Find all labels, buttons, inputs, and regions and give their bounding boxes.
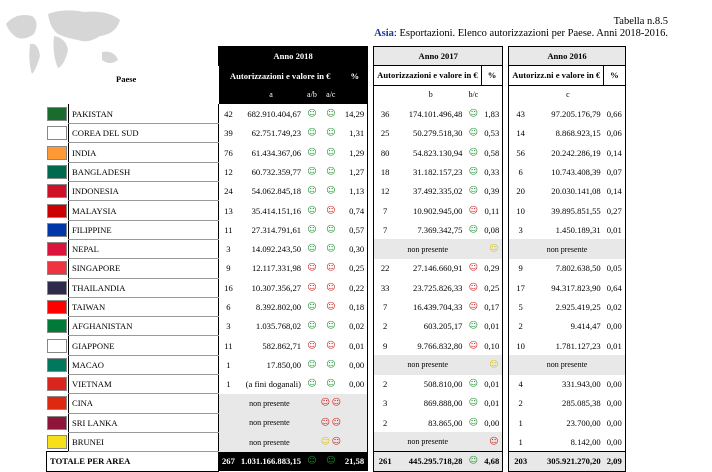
value-2018: 582.862,71 (262, 340, 302, 351)
flag-icon (47, 336, 69, 355)
indicator-icon: ☺ (326, 263, 336, 274)
pct-2017: 0,01 (481, 317, 503, 336)
auth-count-2017: 33 (374, 278, 396, 297)
pct-2017: 1,83 (481, 104, 503, 123)
pct-header-2017: % (481, 66, 503, 85)
auth-count-2018: 6 (219, 297, 238, 316)
pct-2018: 1,13 (342, 182, 368, 201)
table-row (47, 355, 626, 374)
indicator-icon: ☺ (307, 302, 317, 312)
auth-count-2017: 36 (374, 104, 396, 123)
table-row (47, 336, 626, 355)
country-name: GIAPPONE (69, 336, 219, 355)
auth-count-2017: 22 (374, 259, 396, 278)
value-2017: 37.492.335,02 (413, 186, 463, 197)
auth-count-2016: 3 (509, 220, 532, 239)
year-2016-header: Anno 2016 (509, 47, 625, 66)
total-count-2016: 203 (509, 452, 532, 471)
table-row (47, 239, 626, 258)
indicator-icon: ☺ (331, 437, 342, 448)
indicator-icon: ☺ (307, 109, 317, 120)
total-value-2016: 305.921.270,20 (532, 452, 604, 471)
indicator-icon: ☺ (326, 224, 336, 235)
pct-2018: 0,02 (342, 317, 368, 336)
flag-icon (47, 104, 69, 123)
indicator-icon: ☺ (326, 302, 336, 312)
value-2016: 285.085,38 (562, 398, 601, 409)
pct-2016: 0,01 (604, 336, 626, 355)
value-2016: 9.414,47 (570, 321, 601, 332)
pct-2016: 0,00 (604, 375, 626, 394)
auth-count-2017: 7 (374, 297, 396, 316)
pct-2016: 0,05 (604, 259, 626, 278)
value-2017: 27.146.660,91 (413, 263, 463, 274)
auth-count-2017: 18 (374, 162, 396, 181)
flag-icon (47, 394, 69, 413)
indicator-icon: ☺ (307, 224, 317, 235)
indicator-icon: ☺ (307, 166, 317, 177)
indicator-icon: ☺ (307, 321, 317, 332)
country-name: SRI LANKA (69, 413, 219, 432)
indicator-icon: ☺ (326, 186, 336, 197)
indicator-icon: ☺ (307, 340, 317, 351)
auth-count-2016: 1 (509, 432, 532, 451)
auth-count-2016: 56 (509, 143, 532, 162)
value-2016: 1.781.127,23 (555, 340, 601, 351)
year-header-row (47, 47, 626, 66)
indicator-icon: ☺ (331, 417, 342, 428)
indicator-icon: ☺ (326, 244, 336, 255)
table-row (47, 220, 626, 239)
auth-count-2016: 17 (509, 278, 532, 297)
indicator-icon: ☺ (468, 166, 479, 177)
pct-2016: 0,06 (604, 124, 626, 143)
country-name: MACAO (69, 355, 219, 374)
auth-count-2016: 2 (509, 317, 532, 336)
indicator-icon: ☺ (468, 224, 479, 235)
value-2017: 869.888,00 (423, 398, 463, 409)
pct-2018: 0,00 (342, 375, 368, 394)
value-2016: 8.868.923,15 (555, 128, 601, 139)
value-2018: (a fini doganali) (245, 379, 302, 390)
indicator-icon: ☺ (307, 205, 317, 216)
table-number: Tabella n.8.5 (613, 16, 668, 27)
country-name: THAILANDIA (69, 278, 219, 297)
value-2016: 2.925.419,25 (555, 302, 601, 312)
pct-2018: 1,31 (342, 124, 368, 143)
indicator-icon: ☺ (307, 379, 317, 390)
indicator-icon: ☺ (307, 186, 317, 197)
sub-bfc: b/c (468, 90, 479, 100)
value-2018: 54.062.845,18 (251, 186, 302, 197)
pct-2018: 0,25 (342, 259, 368, 278)
table-row (47, 432, 626, 451)
table-row (47, 124, 626, 143)
not-present-2018: non presente (219, 394, 320, 413)
pct-2016: 0,00 (604, 394, 626, 413)
pct-2018: 0,01 (342, 336, 368, 355)
total-label: TOTALE PER AREA (47, 452, 219, 471)
auth-count-2018: 76 (219, 143, 238, 162)
indicator-icon: ☺ (307, 147, 317, 158)
table-row (47, 259, 626, 278)
indicator-icon: ☺ (326, 109, 336, 120)
value-2016: 20.242.286,19 (551, 147, 601, 158)
pct-2017: 0,11 (481, 201, 503, 220)
indicator-icon: ☺ (320, 398, 331, 409)
country-name: SINGAPORE (69, 259, 219, 278)
value-2016: 97.205.176,79 (551, 109, 601, 120)
indicator-icon: ☺ (331, 398, 342, 409)
indicator-icon: ☺ (326, 379, 336, 390)
value-2016: 7.802.638,50 (555, 263, 601, 274)
pct-2018: 14,29 (342, 104, 368, 123)
pct-2018: 0,74 (342, 201, 368, 220)
value-2017: 9.766.832,80 (417, 340, 463, 351)
pct-2016: 0,02 (604, 297, 626, 316)
letter-row (47, 85, 626, 104)
value-2016: 331.943,00 (562, 379, 601, 390)
pct-header-2016: % (604, 66, 626, 85)
pct-2016: 0,27 (604, 201, 626, 220)
value-2018: 682.910.404,67 (247, 109, 302, 120)
indicator-icon: ☺ (468, 205, 479, 216)
auth-count-2017: 25 (374, 124, 396, 143)
flag-icon (47, 297, 69, 316)
value-2018: 10.307.356,27 (251, 282, 302, 293)
auth-count-2018: 1 (219, 375, 238, 394)
not-present-2016: non presente (509, 239, 625, 258)
table-row (47, 104, 626, 123)
year-2018-header: Anno 2018 (219, 47, 368, 66)
value-2017: 508.810,00 (423, 379, 463, 390)
flag-icon (47, 201, 69, 220)
not-present-2017: non presente (374, 355, 482, 374)
indicator-icon: ☺ (320, 437, 331, 448)
indicator-icon: ☺ (307, 359, 317, 370)
auth-count-2017: 80 (374, 143, 396, 162)
sub-afc: a/c (320, 85, 342, 104)
auth-count-2016: 9 (509, 259, 532, 278)
country-name: COREA DEL SUD (69, 124, 219, 143)
indicator-icon: ☺ (468, 340, 479, 351)
indicator-icon: ☺ (468, 128, 479, 139)
auth-count-2016: 10 (509, 336, 532, 355)
auth-count-2017: 2 (374, 413, 396, 432)
not-present-2016: non presente (509, 355, 625, 374)
pct-2017: 0,08 (481, 220, 503, 239)
indicator-icon: ☺ (468, 398, 479, 409)
auth-count-2016: 14 (509, 124, 532, 143)
auth-count-2016: 5 (509, 297, 532, 316)
country-name: INDIA (69, 143, 219, 162)
auth-count-2017: 2 (374, 317, 396, 336)
flag-icon (47, 413, 69, 432)
country-name: BANGLADESH (69, 162, 219, 181)
pct-2017: 0,39 (481, 182, 503, 201)
total-count-2017: 261 (374, 452, 396, 471)
table-title (374, 28, 668, 40)
auth-count-2018: 3 (219, 317, 238, 336)
value-2017: 31.182.157,23 (413, 166, 463, 177)
value-2016: 20.030.141,08 (551, 186, 601, 197)
pct-header-2018: % (342, 66, 368, 85)
auth-header-2018: Autorizzazioni e valore in € (219, 66, 342, 85)
pct-2016: 0,00 (604, 413, 626, 432)
flag-icon (47, 317, 69, 336)
total-pct-2018: 21,58 (342, 452, 368, 471)
indicator-icon: ☺ (468, 417, 479, 428)
auth-count-2017: 3 (374, 394, 396, 413)
pct-2016: 0,14 (604, 182, 626, 201)
sub-a: a (238, 85, 304, 104)
table-row (47, 375, 626, 394)
indicator-icon: ☺ (326, 340, 336, 351)
indicator-icon: ☺ (468, 147, 479, 158)
indicator-icon: ☺ (307, 128, 317, 139)
auth-count-2018: 9 (219, 259, 238, 278)
country-name: AFGHANISTAN (69, 317, 219, 336)
flag-icon (47, 162, 69, 181)
indicator-icon: ☺ (326, 282, 336, 293)
value-2018: 61.434.367,06 (251, 147, 302, 158)
auth-count-2018: 12 (219, 162, 238, 181)
pct-2017: 0,53 (481, 124, 503, 143)
title-text: : Esportazioni. Elenco autorizzazioni per Paese. Anni 2018-2016. (393, 28, 668, 39)
total-value-2017: 445.295.718,28 (396, 452, 465, 471)
flag-icon (47, 182, 69, 201)
indicator-icon: ☺ (326, 321, 336, 332)
table-row (47, 317, 626, 336)
not-present-2018: non presente (219, 432, 320, 451)
year-2017-header: Anno 2017 (374, 47, 503, 66)
sub-b: b (428, 90, 433, 100)
auth-count-2018: 11 (219, 336, 238, 355)
value-2016: 94.317.823,90 (551, 282, 601, 293)
auth-count-2018: 13 (219, 201, 238, 220)
table-row (47, 201, 626, 220)
country-name: MALAYSIA (69, 201, 219, 220)
indicator-icon: ☺ (468, 302, 479, 312)
flag-icon (47, 432, 69, 451)
indicator-icon: ☺ (468, 186, 479, 197)
indicator-icon: ☺ (489, 244, 499, 255)
auth-count-2016: 2 (509, 394, 532, 413)
pct-2018: 0,57 (342, 220, 368, 239)
pct-2018: 0,30 (342, 239, 368, 258)
auth-count-2016: 6 (509, 162, 532, 181)
pct-2017: 0,10 (481, 336, 503, 355)
value-2016: 1.450.189,31 (555, 224, 601, 235)
pct-2017: 0,29 (481, 259, 503, 278)
indicator-icon: ☺ (320, 417, 331, 428)
indicator-icon: ☺ (307, 263, 317, 274)
indicator-icon: ☺ (468, 379, 479, 390)
indicator-icon: ☺ (489, 436, 499, 447)
auth-count-2018: 3 (219, 239, 238, 258)
value-2018: 1.035.768,02 (255, 321, 302, 332)
value-2017: 603.205,17 (423, 321, 463, 332)
pct-2017: 0,00 (481, 413, 503, 432)
auth-header-2017: Autorizzazioni e valore in € (374, 66, 482, 85)
auth-count-2017: 2 (374, 375, 396, 394)
total-row (47, 452, 626, 471)
auth-count-2016: 43 (509, 104, 532, 123)
indicator-icon: ☺ (468, 321, 479, 332)
auth-count-2018: 1 (219, 355, 238, 374)
pct-2016: 0,00 (604, 317, 626, 336)
indicator-icon: ☺ (468, 263, 479, 274)
country-name: TAIWAN (69, 297, 219, 316)
pct-2016: 0,14 (604, 143, 626, 162)
pct-2017: 0,33 (481, 162, 503, 181)
indicator-icon: ☺ (326, 359, 336, 370)
page-header (374, 16, 668, 40)
value-2018: 35.414.151,16 (251, 205, 302, 216)
auth-count-2017: 7 (374, 220, 396, 239)
table-row (47, 297, 626, 316)
flag-icon (47, 239, 69, 258)
subheader-row (47, 66, 626, 85)
country-name: BRUNEI (69, 432, 219, 451)
pct-2017: 0,17 (481, 297, 503, 316)
country-name: NEPAL (69, 239, 219, 258)
pct-2016: 0,00 (604, 432, 626, 451)
indicator-icon: ☺ (307, 244, 317, 255)
table-row (47, 143, 626, 162)
total-count-2018: 267 (219, 452, 238, 471)
auth-count-2018: 16 (219, 278, 238, 297)
indicator-icon: ☺ (468, 282, 479, 293)
indicator-icon: ☺ (326, 205, 336, 216)
country-name: PAKISTAN (69, 104, 219, 123)
pct-2016: 0,07 (604, 162, 626, 181)
flag-icon (47, 375, 69, 394)
flag-icon (47, 355, 69, 374)
value-2018: 17.850,00 (266, 359, 302, 370)
indicator-icon: ☺ (468, 456, 479, 467)
country-name: FILIPPINE (69, 220, 219, 239)
auth-count-2017: 12 (374, 182, 396, 201)
total-pct-2017: 4,68 (481, 452, 503, 471)
auth-count-2016: 10 (509, 201, 532, 220)
value-2017: 16.439.704,33 (413, 302, 463, 312)
pct-2016: 0,01 (604, 220, 626, 239)
flag-icon (47, 124, 69, 143)
auth-count-2016: 4 (509, 375, 532, 394)
pct-2017: 0,01 (481, 375, 503, 394)
indicator-icon: ☺ (468, 109, 479, 120)
table-row (47, 278, 626, 297)
value-2017: 54.823.130,94 (413, 147, 463, 158)
export-table (46, 46, 626, 472)
value-2017: 174.101.496,48 (408, 109, 463, 120)
pct-2018: 0,22 (342, 278, 368, 297)
country-name: VIETNAM (69, 375, 219, 394)
value-2018: 12.117.331,98 (251, 263, 302, 274)
pct-2016: 0,66 (604, 104, 626, 123)
value-2017: 83.865,00 (428, 417, 463, 428)
auth-count-2016: 20 (509, 182, 532, 201)
sub-c: c (566, 90, 570, 100)
not-present-2017: non presente (374, 239, 482, 258)
value-2018: 8.392.802,00 (255, 302, 302, 312)
table-row (47, 182, 626, 201)
indicator-icon: ☺ (326, 128, 336, 139)
pct-2018: 1,27 (342, 162, 368, 181)
value-2016: 8.142,00 (570, 436, 601, 447)
total-pct-2016: 2,09 (604, 452, 626, 471)
value-2016: 39.895.851,55 (551, 205, 601, 216)
pct-2017: 0,25 (481, 278, 503, 297)
region-name: Asia (374, 28, 394, 39)
auth-count-2018: 24 (219, 182, 238, 201)
pct-2018: 0,18 (342, 297, 368, 316)
indicator-icon: ☺ (307, 282, 317, 293)
flag-icon (47, 143, 69, 162)
flag-icon (47, 220, 69, 239)
country-name: CINA (69, 394, 219, 413)
indicator-icon: ☺ (326, 166, 336, 177)
indicator-icon: ☺ (307, 456, 317, 467)
auth-count-2018: 42 (219, 104, 238, 123)
pct-2017: 0,01 (481, 394, 503, 413)
pct-2016: 0,64 (604, 278, 626, 297)
flag-icon (47, 259, 69, 278)
country-name: INDONESIA (69, 182, 219, 201)
table-row (47, 162, 626, 181)
value-2017: 10.902.945,00 (413, 205, 463, 216)
value-2018: 14.092.243,50 (251, 244, 302, 255)
not-present-2017: non presente (374, 432, 482, 451)
value-2017: 50.279.518,30 (413, 128, 463, 139)
auth-count-2018: 11 (219, 220, 238, 239)
pct-2018: 1,29 (342, 143, 368, 162)
auth-count-2016: 1 (509, 413, 532, 432)
total-value-2018: 1.031.166.883,15 (238, 452, 304, 471)
value-2016: 23.700,00 (566, 417, 601, 428)
flag-icon (47, 278, 69, 297)
value-2018: 27.314.791,61 (251, 224, 302, 235)
pct-2017: 0,58 (481, 143, 503, 162)
value-2017: 7.369.342,75 (417, 224, 463, 235)
auth-count-2017: 9 (374, 336, 396, 355)
sub-afb: a/b (304, 85, 320, 104)
table-row (47, 394, 626, 413)
auth-count-2017: 7 (374, 201, 396, 220)
value-2018: 60.732.359,77 (251, 166, 302, 177)
not-present-2018: non presente (219, 413, 320, 432)
value-2017: 23.725.826,33 (413, 282, 463, 293)
table-row (47, 413, 626, 432)
indicator-icon: ☺ (489, 359, 499, 370)
indicator-icon: ☺ (326, 147, 336, 158)
indicator-icon: ☺ (326, 456, 336, 467)
auth-count-2018: 39 (219, 124, 238, 143)
auth-header-2016: Autorizz.ni e valore in € (509, 66, 604, 85)
column-header-paese: Paese (116, 74, 137, 84)
pct-2018: 0,00 (342, 355, 368, 374)
value-2018: 62.751.749,23 (251, 128, 302, 139)
value-2016: 10.743.408,39 (551, 166, 601, 177)
